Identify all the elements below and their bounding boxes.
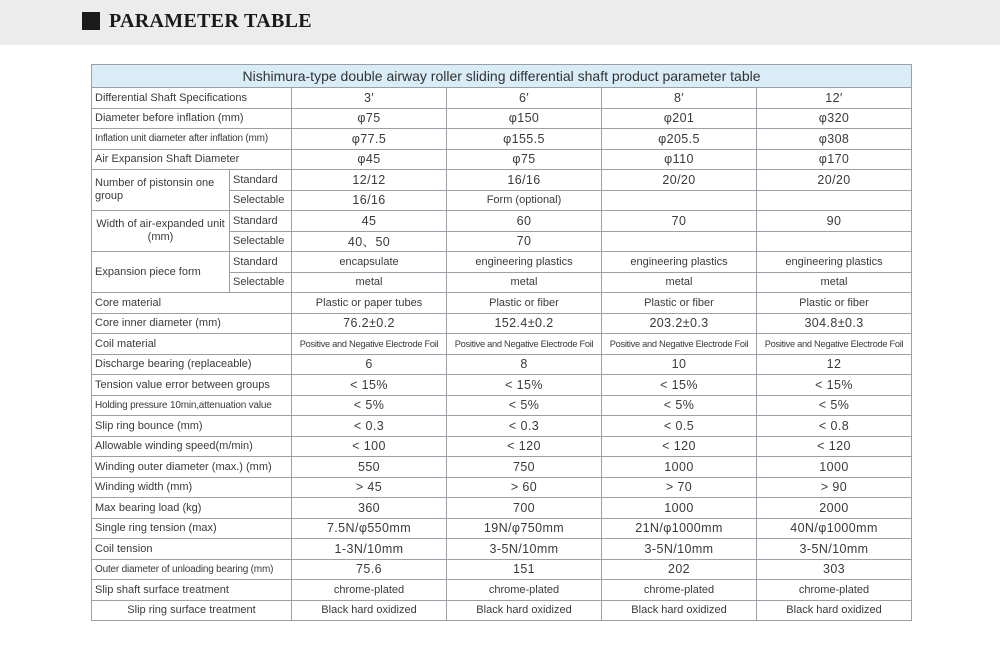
table-cell: Positive and Negative Electrode Foil [757,334,912,355]
table-row [92,600,912,621]
table-cell: 1000 [602,498,757,519]
table-cell: < 15% [447,375,602,396]
row-label: Differential Shaft Specifications [92,88,292,109]
table-caption: Nishimura-type double airway roller sliding differential shaft product parameter table [92,65,912,88]
sub-label-selectable: Selectable [230,231,292,252]
table-cell: Positive and Negative Electrode Foil [447,334,602,355]
table-cell: engineering plastics [447,252,602,273]
table-cell: > 45 [292,477,447,498]
header-square-icon [82,12,100,30]
table-cell: 3′ [292,88,447,109]
table-cell: 1000 [757,457,912,478]
table-cell: Form (optional) [447,190,602,211]
table-cell: 40N/φ1000mm [757,518,912,539]
page-title: PARAMETER TABLE [109,10,312,32]
table-row [92,416,912,437]
row-label: Coil tension [92,539,292,560]
table-cell: encapsulate [292,252,447,273]
table-cell: < 120 [602,436,757,457]
table-cell [602,190,757,211]
table-cell: < 120 [447,436,602,457]
table-cell: φ77.5 [292,129,447,150]
table-cell: 19N/φ750mm [447,518,602,539]
table-cell: 90 [757,211,912,232]
table-cell: 7.5N/φ550mm [292,518,447,539]
table-cell: φ201 [602,108,757,129]
table-row [92,559,912,580]
sub-label-standard: Standard [230,252,292,273]
row-label: Core material [92,293,292,314]
table-cell: metal [757,272,912,293]
row-label: Max bearing load (kg) [92,498,292,519]
table-cell: 21N/φ1000mm [602,518,757,539]
table-row [92,313,912,334]
table-row [92,436,912,457]
table-cell: 151 [447,559,602,580]
table-cell: φ75 [292,108,447,129]
table-cell: < 5% [757,395,912,416]
row-label: Discharge bearing (replaceable) [92,354,292,375]
table-row [92,477,912,498]
row-label: Core inner diameter (mm) [92,313,292,334]
table-cell: < 100 [292,436,447,457]
row-label: Holding pressure 10min,attenuation value [92,395,292,416]
table-cell: engineering plastics [602,252,757,273]
table-cell: 12′ [757,88,912,109]
table-cell: chrome-plated [447,580,602,601]
table-cell [602,231,757,252]
table-cell: Plastic or fiber [447,293,602,314]
table-cell: φ75 [447,149,602,170]
table-cell: < 15% [757,375,912,396]
table-cell: 360 [292,498,447,519]
table-row [92,580,912,601]
table-cell: 750 [447,457,602,478]
table-cell: φ110 [602,149,757,170]
row-label: Single ring tension (max) [92,518,292,539]
table-cell: chrome-plated [757,580,912,601]
table-cell: φ45 [292,149,447,170]
table-row [92,211,912,232]
row-label: Slip ring bounce (mm) [92,416,292,437]
row-label: Tension value error between groups [92,375,292,396]
table-cell: < 0.5 [602,416,757,437]
table-cell: < 0.8 [757,416,912,437]
sub-label-standard: Standard [230,211,292,232]
table-cell: 16/16 [447,170,602,191]
table-cell: 700 [447,498,602,519]
table-cell: 76.2±0.2 [292,313,447,334]
row-label: Winding width (mm) [92,477,292,498]
table-cell: φ150 [447,108,602,129]
sub-label-selectable: Selectable [230,272,292,293]
table-row [92,334,912,355]
table-cell: chrome-plated [292,580,447,601]
table-row [92,354,912,375]
table-cell: 10 [602,354,757,375]
table-cell: 70 [447,231,602,252]
table-cell: Plastic or fiber [757,293,912,314]
table-row [92,457,912,478]
table-cell: Positive and Negative Electrode Foil [292,334,447,355]
row-label: Outer diameter of unloading bearing (mm) [92,559,292,580]
table-cell: engineering plastics [757,252,912,273]
table-cell: 2000 [757,498,912,519]
table-cell: chrome-plated [602,580,757,601]
table-row [92,539,912,560]
table-cell: Black hard oxidized [757,600,912,621]
table-cell [757,190,912,211]
row-label: Number of pistonsin one group [92,170,230,211]
table-cell: > 70 [602,477,757,498]
table-row [92,170,912,191]
table-cell: 1-3N/10mm [292,539,447,560]
table-row [92,518,912,539]
table-cell: Black hard oxidized [292,600,447,621]
table-cell: > 90 [757,477,912,498]
table-row [92,149,912,170]
row-label: Inflation unit diameter after inflation (mm) [92,129,292,150]
table-cell: 303 [757,559,912,580]
row-label: Winding outer diameter (max.) (mm) [92,457,292,478]
sub-label-standard: Standard [230,170,292,191]
row-label: Coil material [92,334,292,355]
table-cell: < 0.3 [292,416,447,437]
table-cell: Plastic or paper tubes [292,293,447,314]
row-label: Air Expansion Shaft Diameter [92,149,292,170]
table-cell: 12 [757,354,912,375]
table-cell: 203.2±0.3 [602,313,757,334]
sub-label-selectable: Selectable [230,190,292,211]
table-cell: 12/12 [292,170,447,191]
table-cell: 3-5N/10mm [447,539,602,560]
table-row [92,375,912,396]
row-label: Diameter before inflation (mm) [92,108,292,129]
table-cell: < 15% [292,375,447,396]
table-cell: 8 [447,354,602,375]
table-cell: 20/20 [602,170,757,191]
table-cell: 45 [292,211,447,232]
table-cell: 6 [292,354,447,375]
table-cell: < 0.3 [447,416,602,437]
table-cell: metal [447,272,602,293]
table-cell: Black hard oxidized [602,600,757,621]
table-cell: φ205.5 [602,129,757,150]
table-cell: 75.6 [292,559,447,580]
table-cell: 202 [602,559,757,580]
table-cell: < 120 [757,436,912,457]
table-cell: 3-5N/10mm [602,539,757,560]
table-row [92,498,912,519]
table-cell: φ155.5 [447,129,602,150]
table-cell: Black hard oxidized [447,600,602,621]
row-label: Expansion piece form [92,252,230,293]
table-cell: 304.8±0.3 [757,313,912,334]
table-cell: 40、50 [292,231,447,252]
table-cell: < 5% [292,395,447,416]
row-label: Width of air-expanded unit (mm) [92,211,230,252]
table-cell: 6′ [447,88,602,109]
row-label: Slip ring surface treatment [92,600,292,621]
table-row [92,395,912,416]
table-cell: φ308 [757,129,912,150]
table-cell: 152.4±0.2 [447,313,602,334]
table-cell: 16/16 [292,190,447,211]
table-cell: metal [292,272,447,293]
row-label: Slip shaft surface treatment [92,580,292,601]
row-label: Allowable winding speed(m/min) [92,436,292,457]
table-row [92,88,912,109]
header-bar [0,0,1000,45]
table-cell: 60 [447,211,602,232]
table-cell: > 60 [447,477,602,498]
table-row [92,129,912,150]
table-cell: Positive and Negative Electrode Foil [602,334,757,355]
table-row [92,293,912,314]
table-cell: φ170 [757,149,912,170]
table-cell: 70 [602,211,757,232]
table-cell: 3-5N/10mm [757,539,912,560]
table-cell: < 5% [447,395,602,416]
table-cell: φ320 [757,108,912,129]
table-row [92,108,912,129]
table-cell: 20/20 [757,170,912,191]
table-cell: 550 [292,457,447,478]
table-cell: Plastic or fiber [602,293,757,314]
table-row [92,252,912,273]
table-cell: metal [602,272,757,293]
table-cell: < 15% [602,375,757,396]
table-cell [757,231,912,252]
parameter-table [91,64,912,621]
table-cell: < 5% [602,395,757,416]
table-caption-row [92,65,912,88]
table-cell: 1000 [602,457,757,478]
table-cell: 8′ [602,88,757,109]
